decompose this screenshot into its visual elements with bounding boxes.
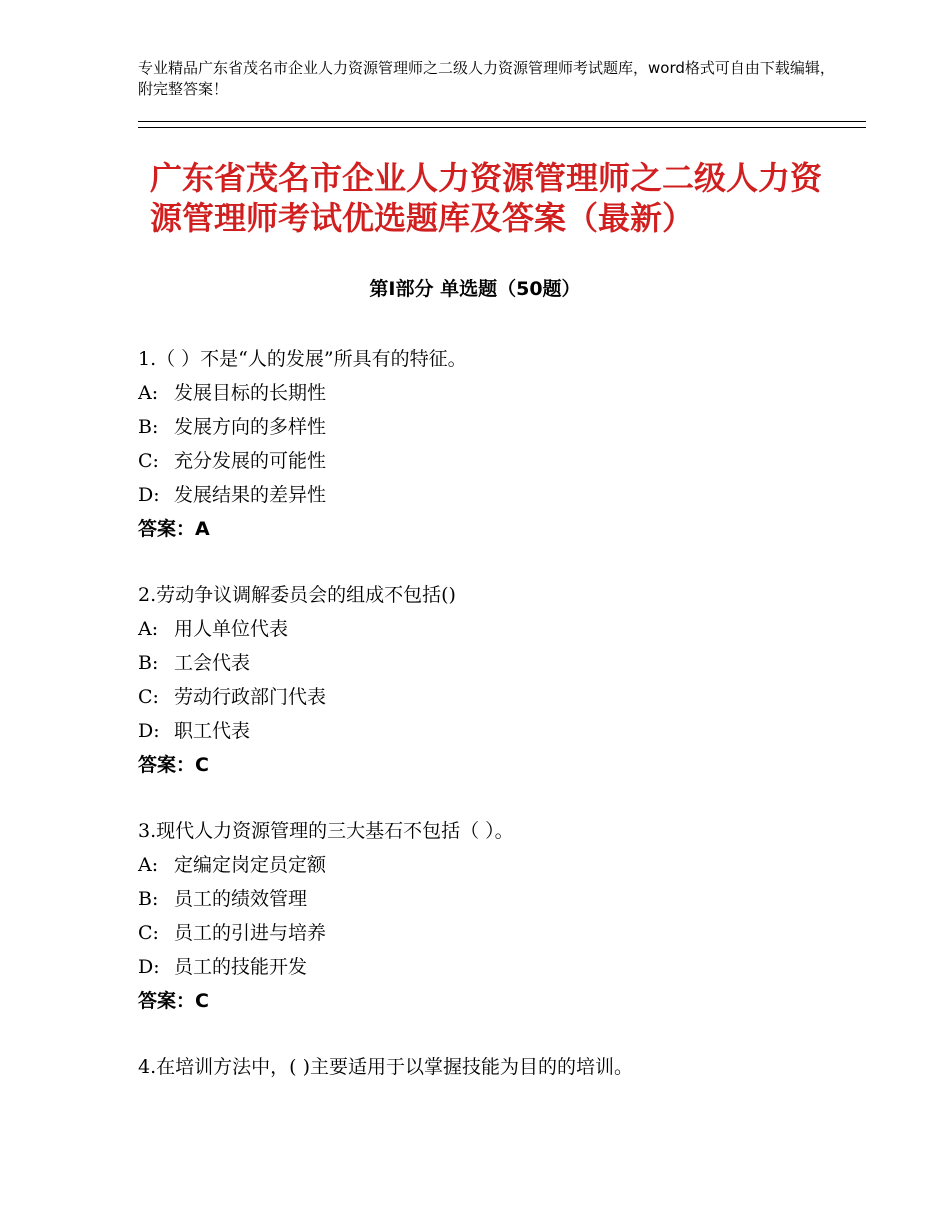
header-note: 专业精品广东省茂名市企业人力资源管理师之二级人力资源管理师考试题库，word格式可自由下载编辑，附完整答案！ [138,59,835,98]
option-d [138,950,838,984]
option-text: 职工代表 [174,720,251,742]
question-stem: 4.在培训方法中，( )主要适用于以掌握技能为目的的培训。 [138,1056,633,1078]
question-stem: 1.（ ）不是“人的发展”所具有的特征。 [138,348,467,370]
answer-line: 答案：A [138,518,210,540]
option-letter: A: [138,854,159,876]
question-4 [138,1050,838,1084]
question-2 [138,578,838,782]
option-text: 发展方向的多样性 [174,416,327,438]
option-b [138,410,838,444]
option-text: 员工的技能开发 [174,956,308,978]
option-d [138,478,838,512]
option-letter: D: [138,956,160,978]
option-text: 充分发展的可能性 [174,450,327,472]
option-letter: D: [138,484,160,506]
option-letter: B: [138,888,159,910]
answer-line: 答案：C [138,990,209,1012]
option-b [138,882,838,916]
option-text: 员工的绩效管理 [174,888,308,910]
question-3 [138,814,838,1018]
option-letter: C: [138,922,159,944]
option-text: 定编定岗定员定额 [174,854,327,876]
option-text: 员工的引进与培养 [174,922,327,944]
option-letter: D: [138,720,160,742]
option-letter: B: [138,652,159,674]
option-letter: B: [138,416,159,438]
option-a [138,612,838,646]
option-d [138,714,838,748]
question-list [138,342,838,1116]
section-heading: 第Ⅰ部分 单选题（50题） [369,278,581,300]
option-c [138,680,838,714]
option-text: 劳动行政部门代表 [174,686,327,708]
option-letter: A: [138,382,159,404]
option-b [138,646,838,680]
header-divider [138,121,866,128]
option-text: 工会代表 [174,652,251,674]
option-letter: C: [138,450,159,472]
question-1 [138,342,838,546]
option-letter: C: [138,686,159,708]
question-stem: 3.现代人力资源管理的三大基石不包括（ ）。 [138,820,514,842]
option-a [138,376,838,410]
document-title: 广东省茂名市企业人力资源管理师之二级人力资源管理师考试优选题库及答案（最新） [150,159,823,237]
answer-line: 答案：C [138,754,209,776]
option-text: 用人单位代表 [174,618,289,640]
option-text: 发展目标的长期性 [174,382,327,404]
option-c [138,444,838,478]
option-text: 发展结果的差异性 [174,484,327,506]
question-stem: 2.劳动争议调解委员会的组成不包括() [138,584,456,606]
option-a [138,848,838,882]
option-c [138,916,838,950]
option-letter: A: [138,618,159,640]
